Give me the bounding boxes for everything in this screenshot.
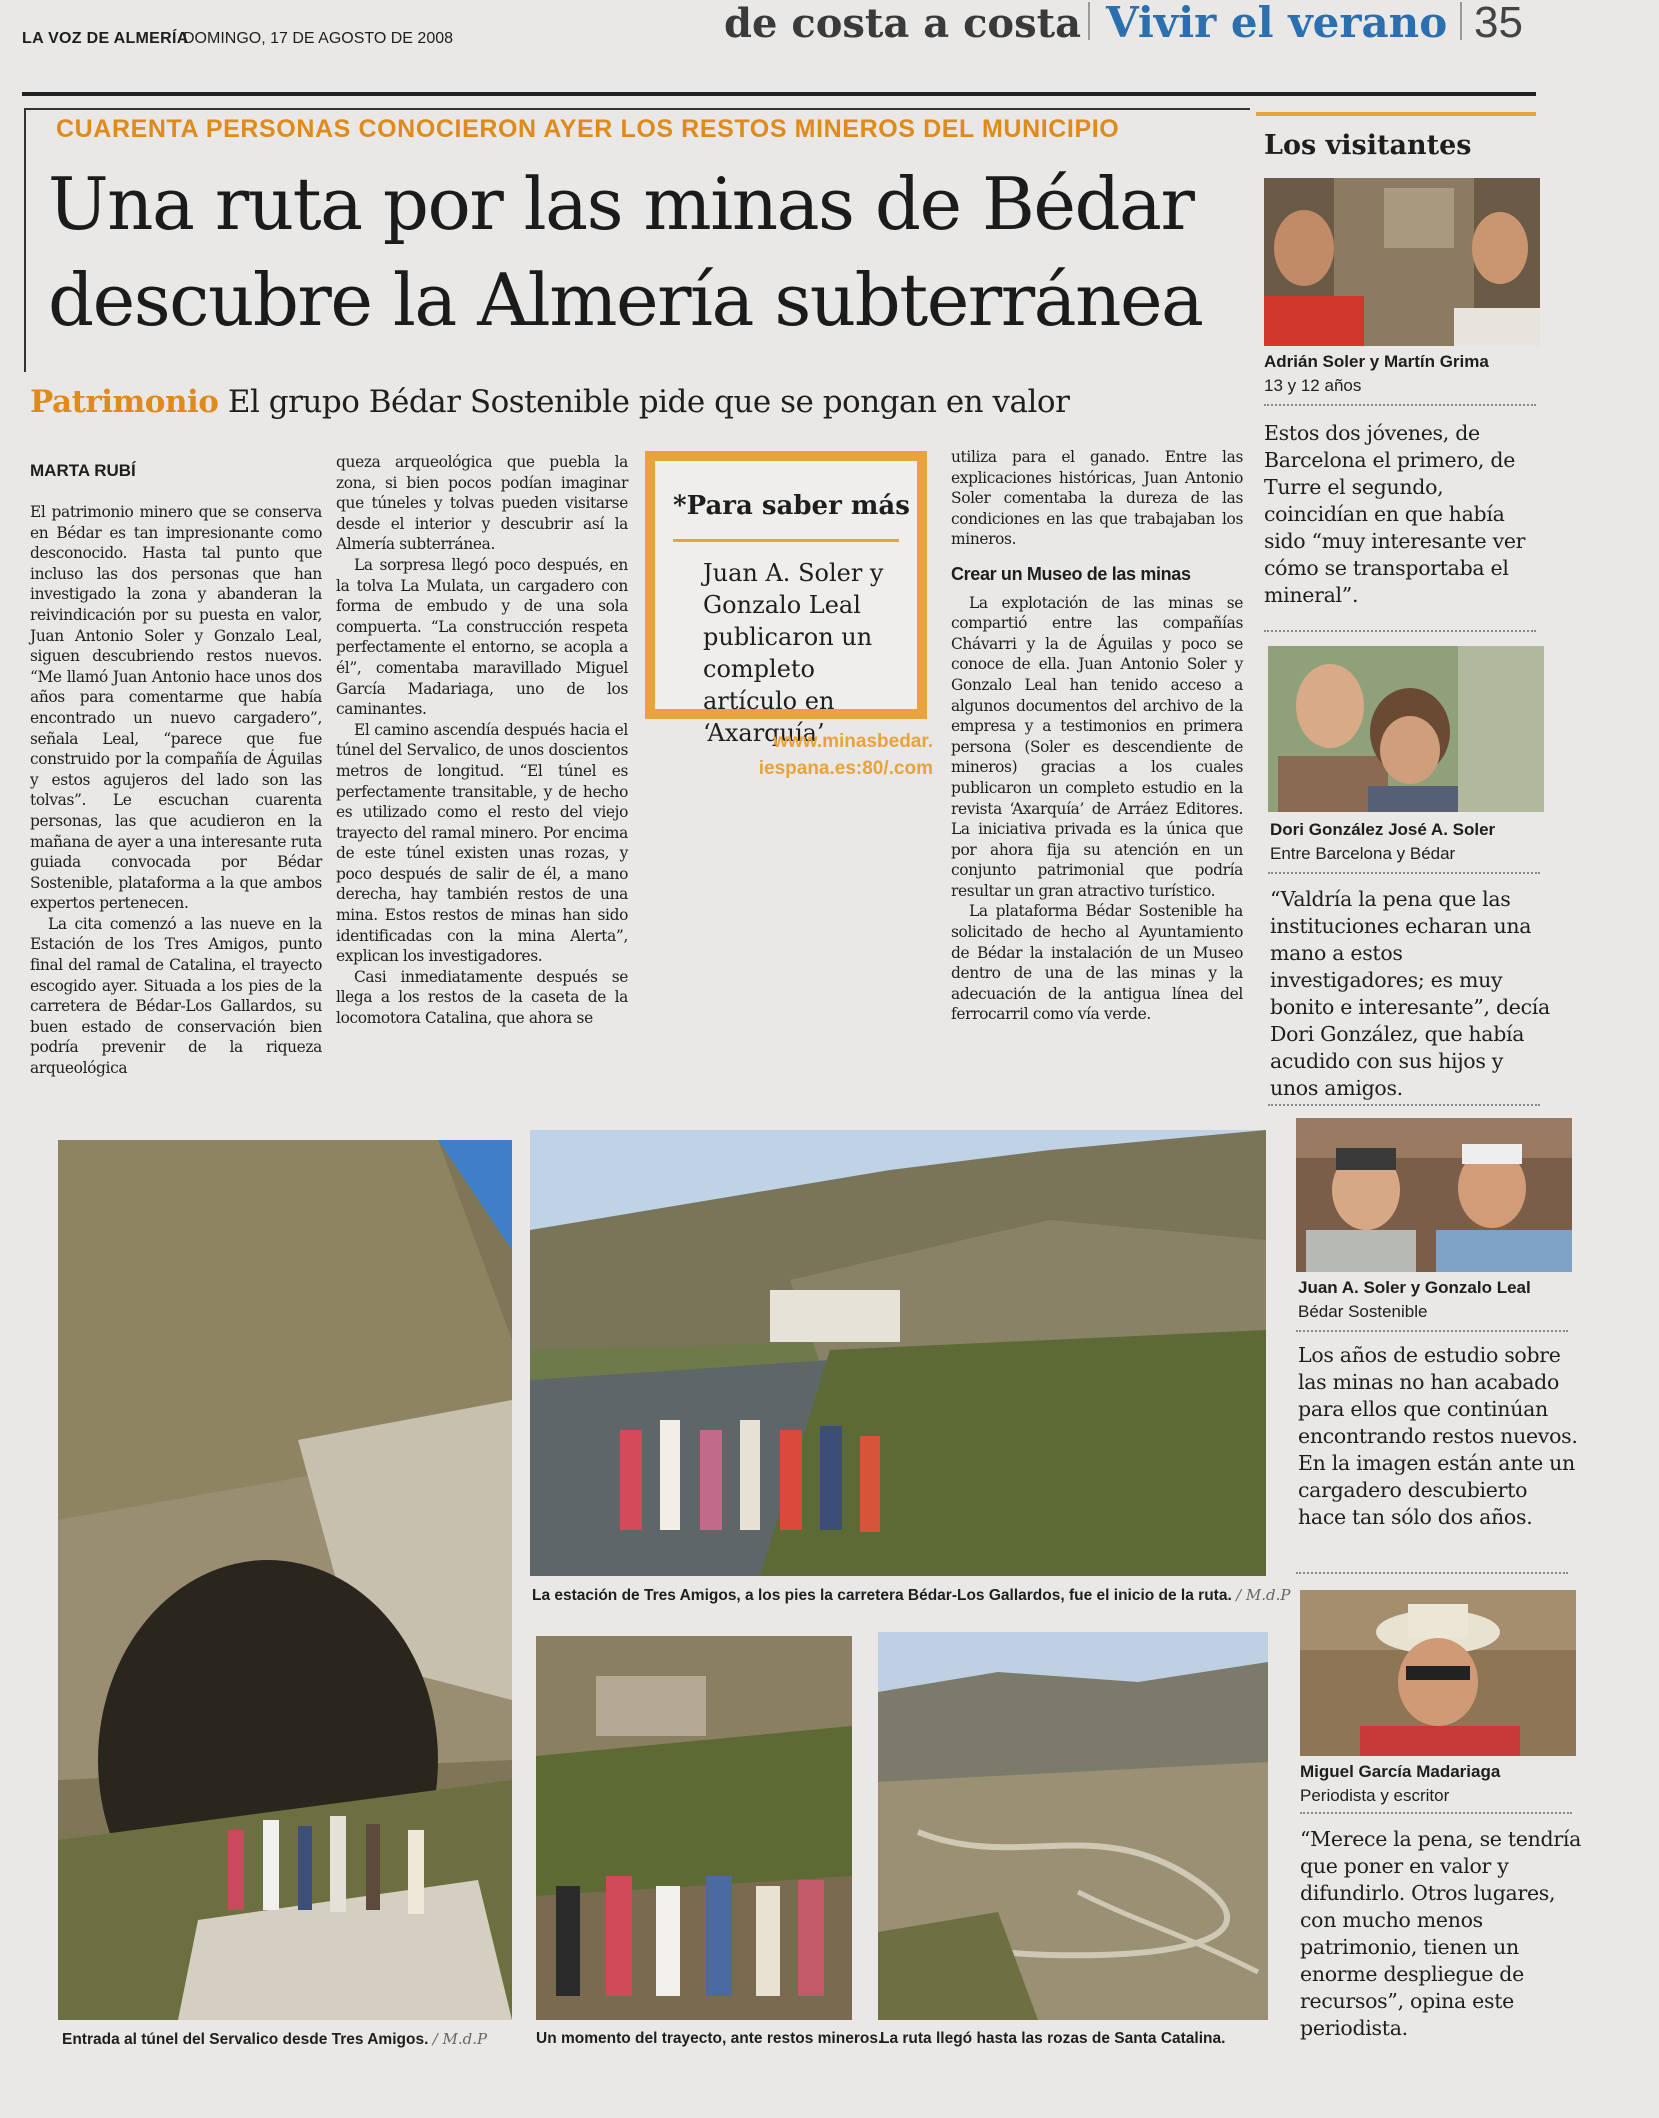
section-subhead: Crear un Museo de las minas [951,563,1191,584]
caption-text: La ruta llegó hasta las rozas de Santa Catalina. [880,2030,1226,2047]
paragraph: La plataforma Bédar Sostenible ha solicitado de hecho al Ayuntamiento de Bédar la instalación de un Museo dentro de una de las minas y la adecuación de la antigua línea del ferrocarril como vía verde. [951,902,1243,1024]
photo-caption [62,2030,487,2049]
headline-line: descubre la Almería subterránea [48,258,1203,342]
person-quote: “Valdría la pena que las instituciones echaran una mano a estos investigadores; es muy bonito e interesante”, decía Dori González, que había acudido con sus hijos y unos amigos. [1270,887,1550,1100]
subsection-title: Vivir el verano [1106,0,1448,47]
caption-text: Un momento del trayecto, ante restos mineros. [536,2030,883,2047]
photo-credit: / M.d.P [432,2030,488,2048]
article-kicker: CUARENTA PERSONAS CONOCIERON AYER LOS RESTOS MINEROS DEL MUNICIPIO [56,115,1120,143]
deck-text: El grupo Bédar Sostenible pide que se pongan en valor [227,384,1070,420]
person-role: 13 y 12 años [1264,376,1362,395]
info-box-link[interactable] [718,728,933,782]
info-box-title: *Para saber más [673,491,910,521]
photo-caption [880,2030,1225,2048]
person-role: Bédar Sostenible [1298,1302,1428,1321]
sidebar-divider [1300,1812,1572,1814]
masthead-divider [1460,2,1462,40]
newspaper-name: LA VOZ DE ALMERÍA [22,30,189,47]
top-rule [22,92,1536,96]
link-line: www.minasbedar. [773,731,933,752]
sidebar-divider [1268,1104,1540,1106]
portrait-photo [1268,646,1544,812]
article-deck [30,384,1240,420]
issue-date: DOMINGO, 17 DE AGOSTO DE 2008 [183,30,454,47]
sidebar-divider [1296,1330,1568,1332]
person-name: Dori González José A. Soler [1270,820,1496,839]
person-role: Entre Barcelona y Bédar [1270,844,1456,863]
caption-text: La estación de Tres Amigos, a los pies la carretera Bédar-Los Gallardos, fue el inicio de la ruta. [532,1587,1232,1604]
photo-caption [536,2030,882,2048]
info-box-body: Juan A. Soler y Gonzalo Leal publicaron un completo artículo en ‘Axarquía’ [703,559,884,747]
caption-text: Entrada al túnel del Servalico desde Tres Amigos. [62,2031,429,2048]
valley-photo [878,1632,1268,2020]
link-line: iespana.es:80/.com [758,758,933,779]
portrait-photo [1300,1590,1576,1756]
portrait-photo [1296,1118,1572,1272]
sidebar-divider [1264,404,1536,406]
deck-category: Patrimonio [30,384,219,420]
tunnel-photo [58,1140,512,2020]
sidebar-divider [1268,872,1540,874]
photo-caption [532,1586,1291,1605]
group-photo [536,1636,852,2020]
page-number: 35 [1474,0,1523,47]
headline-line: Una ruta por las minas de Bédar [48,162,1194,246]
person-name: Adrián Soler y Martín Grima [1264,352,1489,371]
sidebar-divider [1264,630,1536,632]
person-name: Juan A. Soler y Gonzalo Leal [1298,1278,1531,1297]
paragraph: La sorpresa llegó poco después, en la tolva La Mulata, un cargadero con forma de embudo y de una sola compuerta. “La construcción respeta perfectamente el entorno, se acopla a él”, comentaba maravillado Miguel García Madariaga, uno de los caminantes. [336,555,628,719]
sidebar-title: Los visitantes [1264,130,1472,161]
masthead-divider [1088,2,1090,40]
byline: MARTA RUBÍ [30,461,136,480]
person-role: Periodista y escritor [1300,1786,1450,1805]
body-column-3 [951,447,1243,1025]
info-box-divider [673,539,899,542]
sidebar-top-rule [1256,112,1536,116]
section-title: de costa a costa [724,0,1082,47]
article-headline [48,156,1238,348]
paragraph: El patrimonio minero que se conserva en Bédar es tan impresionante como desconocido. Hasta tal punto que incluso las dos personas que han investigado la zona y abanderan la reivindicación por su puesta en valor, Juan Antonio Soler y Gonzalo Leal, siguen descubriendo restos nuevos. “Me llamó Juan Antonio hace unos dos años para comentarme que había encontrado un nuevo cargadero”, señala Leal, “parece que fue construido por la compañía de Águilas y estos agujeros del lado son las tolvas”. Le escuchan cuarenta personas, las que acudieron en la mañana de ayer a una interesante ruta guiada convocada por Bédar Sostenible, plataforma a la que ambos expertos pertenecen. [30,503,322,913]
body-column-1 [30,502,322,1079]
paragraph: La cita comenzó a las nueve en la Estación de los Tres Amigos, punto final del ramal de Catalina, el trayecto escogido ayer. Situada a los pies de la carretera de Bédar-Los Gallardos, su buen estado de conservación bien podría prevenir de la riqueza arqueológica [30,914,322,1078]
paragraph: queza arqueológica que puebla la zona, si bien pocos podían imaginar que túneles y tolvas pueden visitarse desde el interior y descubrir así la Almería subterránea. [336,453,628,554]
paragraph: utiliza para el ganado. Entre las explicaciones históricas, Juan Antonio Soler comentaba la dureza de las condiciones en las que trabajaban los mineros. [951,448,1243,549]
paragraph: Casi inmediatamente después se llega a los restos de la caseta de la locomotora Catalina, que ahora se [336,967,628,1028]
paragraph: La explotación de las minas se compartió entre las compañías Chávarri y la de Águilas y poco se conoce de ella. Juan Antonio Soler y Gonzalo Leal han tenido acceso a algunos documentos del archivo de la empresa y a testimonios en primera persona (Soler es descendiente de mineros) gracias a los cuales publicaron un completo estudio en la revista ‘Axarquía’ de Arráez Editores. La iniciativa privada es la única que por ahora fija su atención en un conjunto patrimonial que podría resultar un gran atractivo turístico. [951,593,1243,900]
portrait-photo [1264,178,1540,346]
photo-credit: / M.d.P [1236,1586,1291,1604]
sidebar-divider [1296,1572,1568,1574]
person-name: Miguel García Madariaga [1300,1762,1501,1781]
person-quote: Los años de estudio sobre las minas no han acabado para ellos que continúan encontrando restos nuevos. En la imagen están ante un cargadero descubierto hace tan sólo dos años. [1298,1343,1578,1529]
paragraph: El camino ascendía después hacia el túnel del Servalico, de unos doscientos metros de longitud. “El túnel es perfectamente transitable, y de hecho es utilizado como el resto del viejo trayecto del ramal minero. Por encima de este túnel existen unas rozas, y poco después de salir de él, a mano derecha, hay también restos de una mina. Estos restos de minas han sido identificadas con la mina Alerta”, explican los investigadores. [336,720,628,966]
body-column-2 [336,452,628,1029]
person-quote: “Merece la pena, se tendría que poner en valor y difundirlo. Otros lugares, con mucho menos patrimonio, tienen un enorme despliegue de recursos”, opina este periodista. [1300,1827,1582,2040]
station-photo [530,1130,1266,1576]
person-quote: Estos dos jóvenes, de Barcelona el primero, de Turre el segundo, coincidían en que había sido “muy interesante ver cómo se transportaba el mineral”. [1264,421,1526,607]
